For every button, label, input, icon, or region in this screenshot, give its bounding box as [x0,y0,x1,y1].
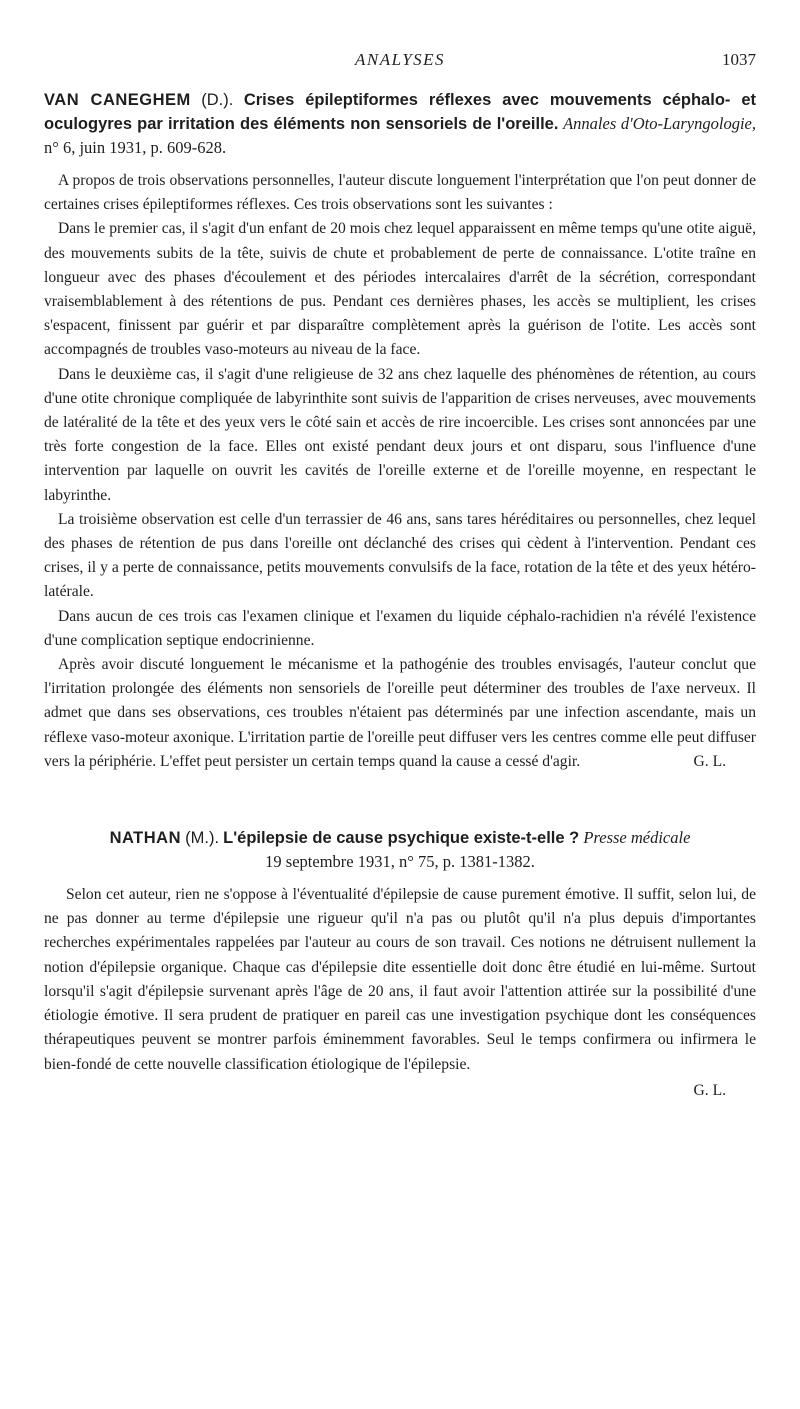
article-author-initial: (M.). [185,829,220,848]
article-paragraph: A propos de trois observations personnelles, l'auteur discute longuement l'interprétation que l'on peut donner de certaines crises épileptiformes réflexes. Ces trois observations sont les suivantes : [44,172,756,214]
article-signature: G. L. [693,1081,726,1099]
article-author: NATHAN [109,829,182,848]
article-paragraph: Selon cet auteur, rien ne s'oppose à l'éventualité d'épilepsie de cause purement émotive. Il suffit, selon lui, de ne pas donner au terme d'épilepsie une rigueur qu'il n'a pas ou plutôt qu'il n'a plus depuis d'importantes recherches expérimentales rappelées par l'auteur au cours de son travail. Ces notions ne détruisent nullement la notion d'épilepsie organique. Chaque cas d'épilepsie dite essentielle doit donc être étudié en lui-même. Surtout lorsqu'il s'agit d'épilepsie survenant après l'âge de 20 ans, il faut avoir l'attention attirée sur la possibilité d'une étiologie émotive. Il sera prudent de pratiquer en pareil cas une investigation psychique dont les conséquences thérapeutiques peuvent se montrer parfois éminemment favorables. Seul le temps confirmera ou infirmera le bien-fondé de cette nouvelle classification étiologique de l'épilepsie. [44,886,756,1073]
running-header [44,48,756,74]
article-nathan [44,826,756,1103]
article-title: Crises épileptiformes réflexes avec mouvements céphalo- et oculogyres par irritation des éléments non sensoriels de l'oreille. [44,91,756,133]
article-title: L'épilepsie de cause psychique existe-t-elle ? [223,829,580,848]
article-journal: Annales d'Oto-Laryngologie, [563,114,756,133]
article-paragraph: La troisième observation est celle d'un terrassier de 46 ans, sans tares héréditaires ou personnelles, chez lequel des phases de rétention de pus dans l'oreille ont déclanché des crises qui cèdent à l'intervention. Pendant ces crises, il y a perte de connaissance, petits mouvements convulsifs de la face, rotation de la tête et des yeux hétéro-latérale. [44,510,756,601]
article-citation: n° 6, juin 1931, p. 609-628. [44,138,227,157]
running-title: ANALYSES [354,50,446,69]
article-paragraph: Après avoir discuté longuement le mécanisme et la pathogénie des troubles envisagés, l'auteur conclut que l'irritation prolongée des éléments non sensoriels de l'oreille peut déterminer des troubles de l'axe nerveux. Il admet que dans ses observations, ces troubles n'étaient pas déterminés par une infection ascendante, mais un réflexe vaso-moteur axonique. L'irritation partie de l'oreille peut diffuser vers les centres comme elle peut diffuser vers la périphérie. L'effet peut persister un certain temps quand la cause a cessé d'agir. [44,656,756,770]
article-author-initial: (D.). [201,91,234,109]
article-author: VAN CANEGHEM [44,91,191,109]
page-number: 1037 [722,50,756,69]
article-heading [44,826,756,873]
article-journal: Presse médicale [583,828,691,848]
article-citation: 19 septembre 1931, n° 75, p. 1381-1382. [265,852,535,872]
article-paragraph: Dans aucun de ces trois cas l'examen clinique et l'examen du liquide céphalo-rachidien n'a révélé l'existence d'une complication septique endocrinienne. [44,607,756,649]
article-paragraph: Dans le premier cas, il s'agit d'un enfant de 20 mois chez lequel apparaissent en même temps qu'une otite aiguë, des mouvements subits de la tête, suivis de chute et probablement de perte de connaissance. L'otite traîne en longueur avec des phases d'écoulement et des périodes intercalaires d'arrêt de la sécrétion, correspondant vraisemblablement à des rétentions de pus. Pendant ces dernières phases, les accès se multiplient, les crises s'espacent, finissent par guérir et par disparaître complètement après la guérison de l'otite. Les accès sont accompagnés de troubles vaso-moteurs au niveau de la face. [44,220,756,359]
article-signature: G. L. [693,753,726,771]
article-van-caneghem [44,88,756,774]
article-paragraph: Dans le deuxième cas, il s'agit d'une religieuse de 32 ans chez laquelle des phénomènes de rétention, au cours d'une otite chronique compliquée de labyrinthite sont suivis de l'apparition de crises nerveuses, avec mouvements de latéralité de la tête et des yeux vers le côté sain et accès de rire incoercible. Les crises sont annoncées par une très forte congestion de la face. Elles ont existé pendant deux jours et ont disparu, sous l'influence d'une intervention par laquelle on ouvrit les cavités de l'oreille externe et de l'oreille moyenne, en respectant le labyrinthe. [44,365,756,504]
article-heading [44,88,756,159]
